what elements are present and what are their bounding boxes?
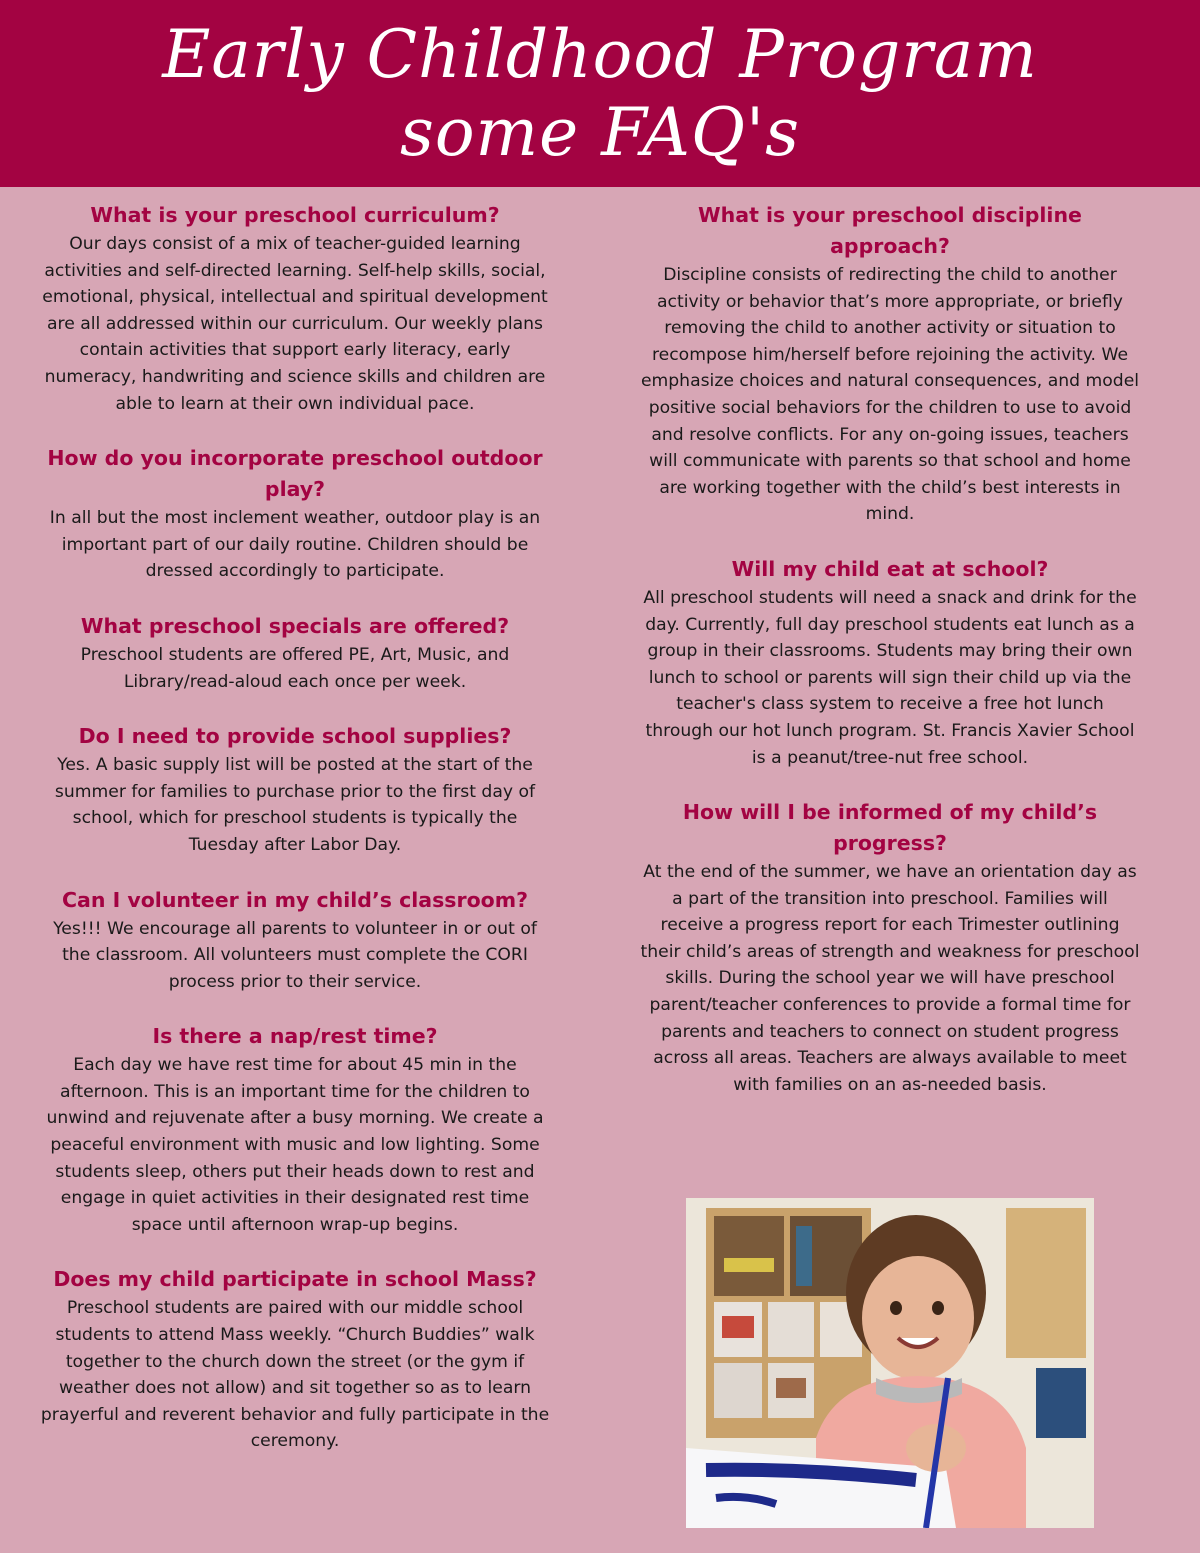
faq-question: How will I be informed of my child’s progress? — [682, 800, 1098, 856]
faq-answer: Our days consist of a mix of teacher-guided learning activities and self-directed learning. Self-help skills, social, emotional, physical, intellectual and spiritual development are all addressed within our curriculum. Our weekly plans contain activities that support early literacy, early numeracy, handwriting and science skills and children are able to learn at their own individual pace. — [42, 234, 548, 414]
faq-question: Does my child participate in school Mass? — [53, 1267, 537, 1292]
faq-question: What is your preschool discipline approach? — [698, 203, 1082, 258]
faq-progress — [640, 797, 1140, 1098]
faq-supplies — [40, 721, 550, 858]
faq-curriculum — [40, 200, 550, 417]
faq-question: What is your preschool curriculum? — [90, 203, 500, 227]
faq-question: Do I need to provide school supplies? — [78, 724, 512, 749]
faq-rest-time — [40, 1021, 550, 1238]
faq-mass — [40, 1264, 550, 1455]
faq-answer: In all but the most inclement weather, outdoor play is an important part of our daily routine. Children should be dressed accordingly to participate. — [49, 508, 541, 582]
faq-answer: Yes!!! We encourage all parents to volunteer in or out of the classroom. All volunteers must complete the CORI process prior to their service. — [53, 918, 537, 992]
faq-answer: Preschool students are offered PE, Art, Music, and Library/read-aloud each once per week. — [80, 644, 510, 692]
faq-question: How do you incorporate preschool outdoor play? — [47, 446, 543, 502]
faq-column-right — [640, 200, 1140, 1124]
faq-answer: All preschool students will need a snack and drink for the day. Currently, full day preschool students eat lunch as a group in their classrooms. Students may bring their own lunch to school or parents will sign their child up via the teacher's class system to receive a free hot lunch through our hot lunch program. St. Francis Xavier School is a peanut/tree-nut free school. — [643, 587, 1137, 768]
faq-question: What preschool specials are offered? — [80, 613, 510, 638]
faq-answer: Yes. A basic supply list will be posted at the start of the summer for families to purchase prior to the first day of school, which for preschool students is typically the Tuesday after Labor Day. — [54, 755, 536, 855]
faq-volunteer — [40, 885, 550, 996]
page-title: Early Childhood Program — [162, 15, 1038, 93]
title-banner — [0, 0, 1200, 187]
faq-answer: Each day we have rest time for about 45 min in the afternoon. This is an important time for the children to unwind and rejuvenate after a busy morning. We create a peaceful environment with music and low lighting. Some students sleep, others put their heads down to rest and engage in quiet activities in their designated rest time space until afternoon wrap-up begins. — [46, 1055, 544, 1235]
faq-discipline — [640, 200, 1140, 528]
child-painting-photo — [686, 1198, 1094, 1528]
faq-lunch — [640, 554, 1140, 771]
faq-question: Can I volunteer in my child’s classroom? — [61, 887, 529, 912]
faq-answer: At the end of the summer, we have an orientation day as a part of the transition into preschool. Families will receive a progress report for each Trimester outlining their child’s areas of strength and weakness for preschool skills. During the school year we will have preschool parent/teacher conferences to provide a formal time for parents and teachers to connect on student progress across all areas. Teachers are always available to meet with families on an as-needed basis. — [640, 862, 1140, 1095]
page-subtitle: some FAQ's — [399, 93, 801, 171]
faq-column-left — [40, 200, 550, 1481]
faq-outdoor-play — [40, 443, 550, 585]
faq-answer: Discipline consists of redirecting the child to another activity or behavior that’s more appropriate, or briefly removing the child to another activity or situation to recompose him/herself before rejoining the activity. We emphasize choices and natural consequences, and model positive social behaviors for the children to use to avoid and resolve conflicts. For any on-going issues, teachers will communicate with parents so that school and home are working together with the child’s best interests in mind. — [640, 265, 1140, 525]
faq-question: Will my child eat at school? — [731, 556, 1049, 581]
faq-question: Is there a nap/rest time? — [152, 1024, 438, 1049]
faq-answer: Preschool students are paired with our middle school students to attend Mass weekly. “Church Buddies” walk together to the church down the street (or the gym if weather does not allow) and sit together so as to learn prayerful and reverent behavior and fully participate in the ceremony. — [40, 1298, 550, 1452]
faq-specials — [40, 611, 550, 695]
photo-illustration — [686, 1198, 1094, 1528]
